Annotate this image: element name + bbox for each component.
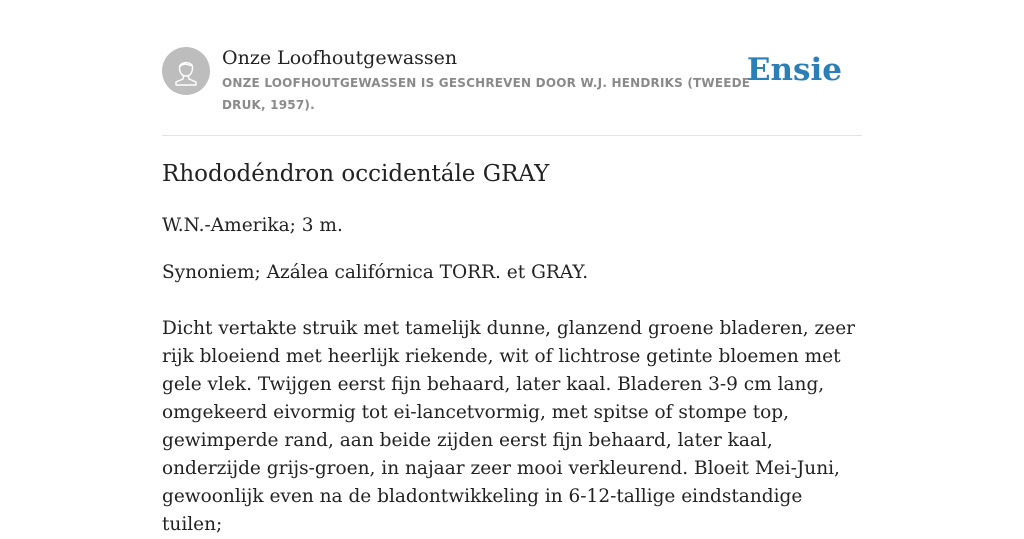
article-paragraph-description: Dicht vertakte struik met tamelijk dunne, glanzend groene bladeren, zeer rijk bloeiend met heerlijk riekende, wit of lichtrose getinte bloemen met gele vlek. Twijgen eerst fijn behaard, later kaal. Bladeren 3-9 cm lang, omgekeerd eivormig tot ei-lancetvormig, met spitse of stompe top, gewimperde rand, aan beide zijden eerst fijn behaard, later kaal, onderzijde grijs-groen, in najaar zeer mooi verkleurend. Bloeit Mei-Juni, gewoonlijk even na de bladontwikkeling in 6-12-tallige eindstandige tuilen;	[162, 318, 856, 535]
brand-logo[interactable]: Ensie	[746, 52, 842, 88]
publication-description: ONZE LOOFHOUTGEWASSEN IS GESCHREVEN DOOR W.J. HENDRIKS (TWEEDE DRUK, 1957).	[222, 76, 751, 112]
user-silhouette-icon	[162, 47, 210, 95]
avatar[interactable]	[162, 47, 210, 95]
publication-header	[162, 46, 862, 136]
header-divider	[162, 135, 862, 136]
article-paragraph-synonym: Synoniem; Azálea califórnica TORR. et GRAY.	[162, 262, 589, 283]
article-title: Rhododéndron occidentále GRAY	[162, 161, 550, 187]
article-paragraph-distribution: W.N.-Amerika; 3 m.	[162, 215, 343, 236]
publication-title[interactable]: Onze Loofhoutgewassen	[222, 47, 458, 69]
